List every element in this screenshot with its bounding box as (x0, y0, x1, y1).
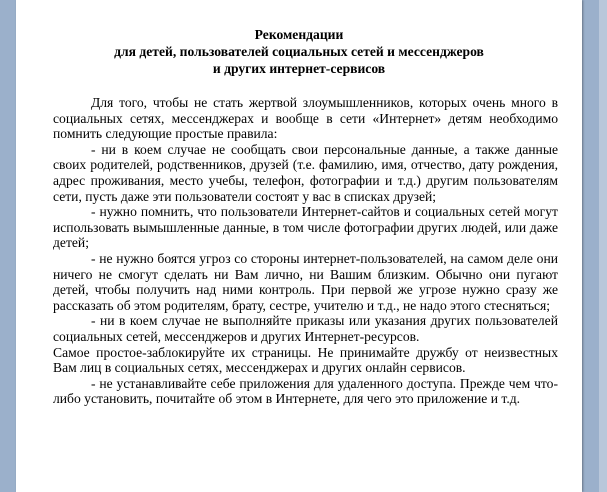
title-line-3: и других интернет-сервисов (212, 61, 386, 76)
document-body (53, 95, 558, 407)
document-page (16, 0, 582, 492)
paragraph-rule-orders: - ни в коем случае не выполняйте приказы или указания других пользователей социальных сетей, мессенджеров и других Интернет-ресурсов. (53, 313, 558, 344)
paragraph-rule-threats: - не нужно боятся угроз со стороны интернет-пользователей, на самом деле они ничего не смогут сделать ни Вам лично, ни Вашим близким. Обычно они пугают детей, чтобы получить над ними контроль. При первой же угрозе нужно сразу же рассказать об этом родителям, брату, сестре, учителю и т.д., не надо этого стесняться; (53, 250, 558, 313)
paragraph-rule-fake-data: - нужно помнить, что пользователи Интернет-сайтов и социальных сетей могут использовать вымышленные данные, в том числе фотографии других людей, или даже детей; (53, 204, 558, 251)
paragraph-block-pages: Самое простое-заблокируйте их страницы. Не принимайте дружбу от неизвестных Вам лиц в социальных сетях, мессенджерах и других онлайн сервисов. (53, 344, 558, 376)
paragraph-intro: Для того, чтобы не стать жертвой злоумышленников, которых очень много в социальных сетях, мессенджерах и вообще в сети «Интернет» детям необходимо помнить следующие простые правила: (53, 95, 558, 142)
title-line-2: для детей, пользователей социальных сетей и мессенджеров (114, 44, 484, 59)
title-line-1: Рекомендации (254, 27, 344, 42)
document-title (16, 26, 582, 77)
paragraph-rule-remote-access: - не устанавливайте себе приложения для удаленного доступа. Прежде чем что-либо установить, почитайте об этом в Интернете, для чего это приложение и т.д. (53, 375, 558, 407)
paragraph-rule-personal-data: - ни в коем случае не сообщать свои персональные данные, а также данные своих родителей, родственников, друзей (т.е. фамилию, имя, отчество, дату рождения, адрес проживания, место учебы, телефон, фотографии и т.д.) другим пользователям сети, пусть даже эти пользователи состоят у вас в списках друзей; (53, 141, 558, 204)
vertical-scrollbar[interactable] (599, 0, 607, 492)
